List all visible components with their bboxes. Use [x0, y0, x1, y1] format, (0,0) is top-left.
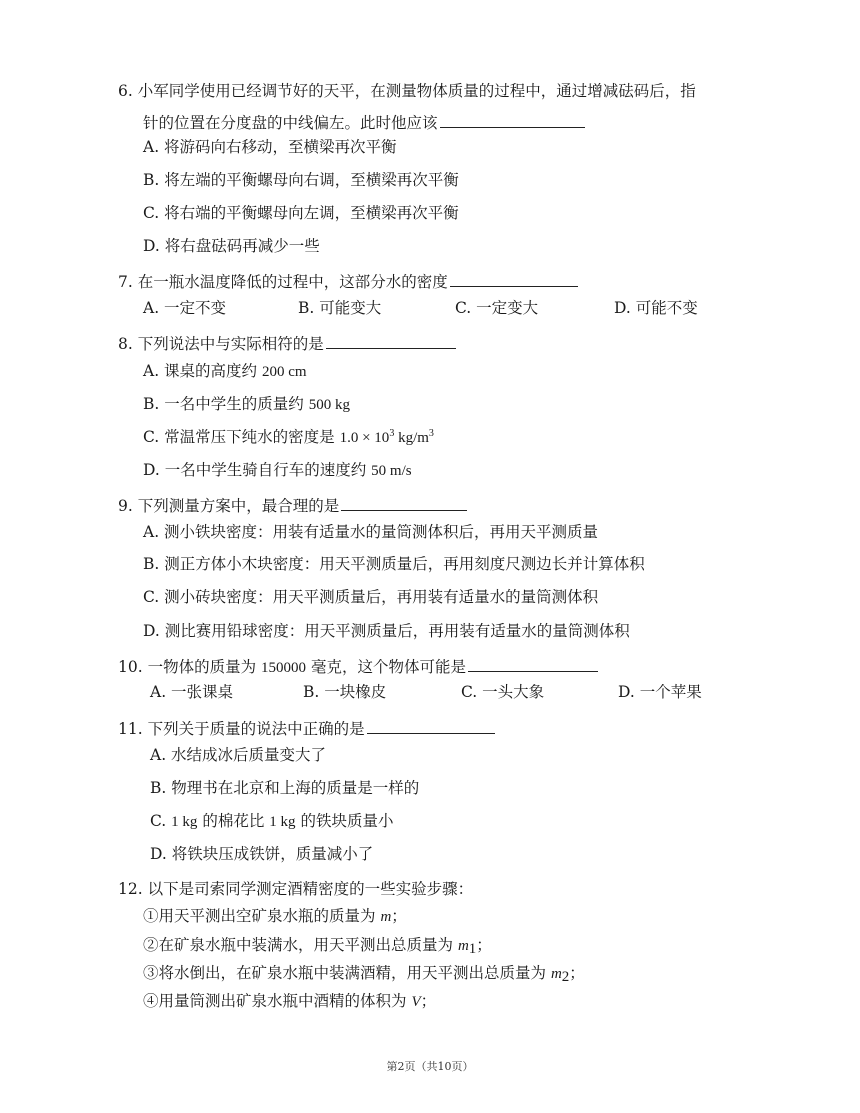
q8-option-b: B. 一名中学生的质量约 500 kg — [143, 395, 350, 413]
q11-option-a: A. 水结成冰后质量变大了 — [150, 746, 327, 764]
q8-option-c: C. 常温常压下纯水的密度是 $1.0 \times 10^3$ $kg/m^3$ — [143, 428, 434, 446]
q9-option-a: A. 测小铁块密度：用装有适量水的量筒测体积后，再用天平测质量 — [143, 523, 599, 541]
q8-option-d: D. 一名中学生骑自行车的速度约 50 m/s — [143, 461, 412, 479]
q6-option-a: A. 将游码向右移动，至横梁再次平衡 — [143, 138, 397, 156]
q7-stem: 7. 在一瓶水温度降低的过程中，这部分水的密度 — [118, 270, 578, 293]
answer-blank — [468, 655, 598, 672]
q7-option-c: C. 一定变大 — [455, 299, 539, 317]
q7-option-a: A. 一定不变 — [143, 299, 227, 317]
q9-option-b: B. 测正方体小木块密度：用天平测质量后，再用刻度尺测边长并计算体积 — [143, 555, 645, 573]
q9-option-c: C. 测小砖块密度：用天平测质量后，再用装有适量水的量筒测体积 — [143, 588, 599, 606]
q9-option-d: D. 测比赛用铅球密度：用天平测质量后，再用装有适量水的量筒测体积 — [143, 622, 630, 640]
q7-option-b: B. 可能变大 — [298, 299, 382, 317]
q11-option-d: D. 将铁块压成铁饼，质量减小了 — [150, 845, 374, 863]
q6-option-d: D. 将右盘砝码再减少一些 — [143, 237, 320, 255]
q7-option-d: D. 可能不变 — [614, 299, 698, 317]
q12-step-3: ③将水倒出，在矿泉水瓶中装满酒精，用天平测出总质量为 $m_2$； — [143, 964, 585, 985]
q12-stem: 12. 以下是司索同学测定酒精密度的一些实验步骤： — [118, 880, 474, 898]
answer-blank — [440, 111, 585, 128]
q10-option-d: D. 一个苹果 — [618, 683, 702, 701]
q10-option-b: B. 一块橡皮 — [303, 683, 387, 701]
q9-stem: 9. 下列测量方案中，最合理的是 — [118, 494, 467, 517]
q11-stem: 11. 下列关于质量的说法中正确的是 — [118, 717, 495, 740]
q12-step-1: ①用天平测出空矿泉水瓶的质量为 m； — [143, 907, 407, 925]
q6-option-b: B. 将左端的平衡螺母向右调，至横梁再次平衡 — [143, 171, 459, 189]
q6-stem-line1: 6. 小军同学使用已经调节好的天平，在测量物体质量的过程中，通过增减砝码后，指 — [118, 82, 696, 100]
q12-step-4: ④用量筒测出矿泉水瓶中酒精的体积为 V； — [143, 992, 437, 1010]
answer-blank — [367, 717, 495, 734]
q8-option-a: A. 课桌的高度约 200 cm — [143, 362, 307, 380]
answer-blank — [341, 494, 467, 511]
q8-stem: 8. 下列说法中与实际相符的是 — [118, 332, 456, 355]
q12-step-2: ②在矿泉水瓶中装满水，用天平测出总质量为 $m_1$； — [143, 936, 492, 957]
q10-stem: 10. 一物体的质量为 150000 毫克，这个物体可能是 — [118, 655, 598, 679]
q6-stem-line2: 针的位置在分度盘的中线偏左。此时他应该 — [143, 111, 585, 134]
q11-option-b: B. 物理书在北京和上海的质量是一样的 — [150, 779, 420, 797]
q6-option-c: C. 将右端的平衡螺母向左调，至横梁再次平衡 — [143, 204, 459, 222]
q11-option-c: C. 1 kg 的棉花比 1 kg 的铁块质量小 — [150, 812, 394, 830]
q10-option-a: A. 一张课桌 — [150, 683, 234, 701]
answer-blank — [326, 332, 456, 349]
page-footer: 第2页（共10页） — [386, 1060, 474, 1073]
q10-option-c: C. 一头大象 — [461, 683, 545, 701]
answer-blank — [450, 270, 578, 287]
